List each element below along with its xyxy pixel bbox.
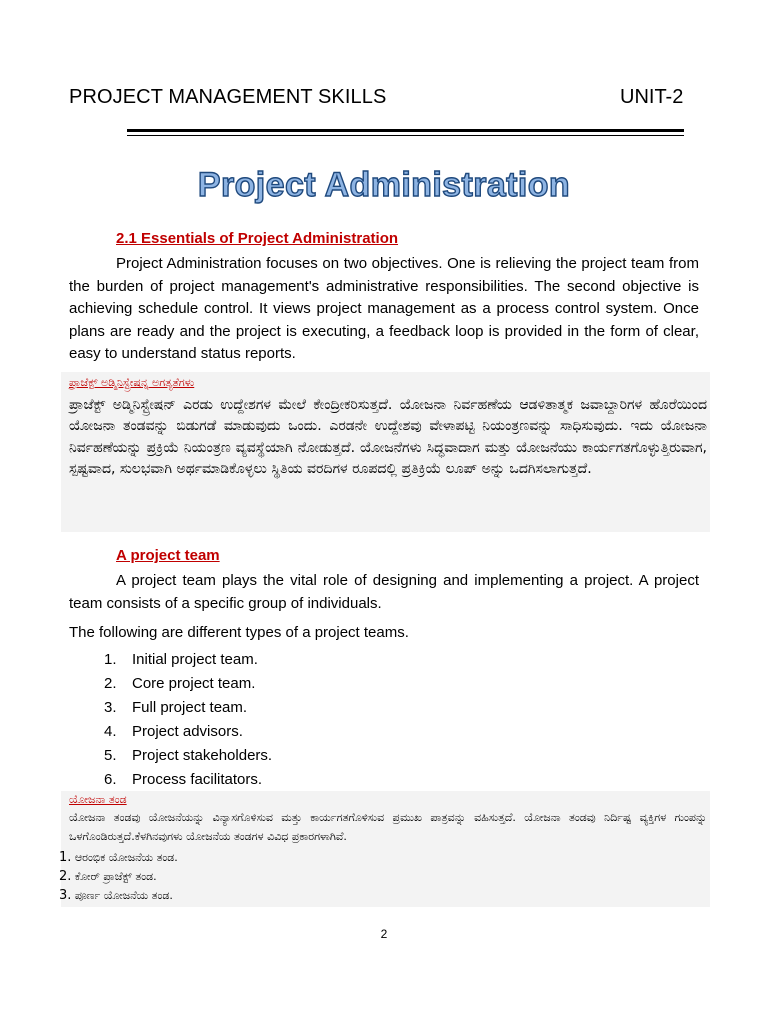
list-item: 2. Core project team. [104, 675, 256, 692]
list-item: 1. Initial project team. [104, 651, 258, 668]
kannada-team-types-list [59, 848, 178, 905]
list-item: 5. Project stakeholders. [104, 747, 273, 764]
kannada-paragraph-project-team: ಯೋಜನಾ ತಂಡವು ಯೋಜನೆಯನ್ನು ವಿನ್ಯಾಸಗೊಳಿಸುವ ಮತ್ತು ಕಾರ್ಯಗತಗೊಳಿಸುವ ಪ್ರಮುಖ ಪಾತ್ರವನ್ನು ವಹಿಸುತ್ತದೆ. ಯೋಜನಾ ತಂಡವು ನಿರ್ದಿಷ್ಟ ವ್ಯಕ್ತಿಗಳ ಗುಂಪನ್ನು ಒಳಗೊಂಡಿರುತ್ತದೆ.ಕೆಳಗಿನವುಗಳು ಯೋಜನೆಯ ತಂಡಗಳ ವಿವಿಧ ಪ್ರಕಾರಗಳಾಗಿವೆ. [69, 811, 707, 843]
header-course-title: PROJECT MANAGEMENT SKILLS [69, 86, 387, 108]
kannada-paragraph-essentials: ಪ್ರಾಜೆಕ್ಟ್ ಅಡ್ಮಿನಿಸ್ಟ್ರೇಷನ್ ಎರಡು ಉದ್ದೇಶಗಳ ಮೇಲೆ ಕೇಂದ್ರೀಕರಿಸುತ್ತದೆ. ಯೋಜನಾ ನಿರ್ವಹಣೆಯ ಆಡಳಿತಾತ್ಮಕ ಜವಾಬ್ದಾರಿಗಳ ಹೊರೆಯಿಂದ ಯೋಜನಾ ತಂಡವನ್ನು ಬಿಡುಗಡೆ ಮಾಡುವುದು ಒಂದು. ಎರಡನೇ ಉದ್ದೇಶವು ವೇಳಾಪಟ್ಟಿ ನಿಯಂತ್ರಣವನ್ನು ಸಾಧಿಸುವುದು. ಇದು ಯೋಜನಾ ನಿರ್ವಹಣೆಯನ್ನು ಪ್ರಕ್ರಿಯೆ ನಿಯಂತ್ರಣ ವ್ಯವಸ್ಥೆಯಾಗಿ ನೋಡುತ್ತದೆ. ಯೋಜನೆಗಳು ಸಿದ್ಧವಾದಾಗ ಮತ್ತು ಯೋಜನೆಯು ಕಾರ್ಯಗತಗೊಳ್ಳುತ್ತಿರುವಾಗ, ಸ್ಪಷ್ಟವಾದ, ಸುಲಭವಾಗಿ ಅರ್ಥಮಾಡಿಕೊಳ್ಳಲು ಸ್ಥಿತಿಯ ವರದಿಗಳ ರೂಪದಲ್ಲಿ ಪ್ರತಿಕ್ರಿಯೆ ಲೂಪ್ ಅನ್ನು ಒದಗಿಸಲಾಗುತ್ತದೆ. [69, 397, 707, 477]
list-item: 4. Project advisors. [104, 723, 243, 740]
list-item: 6. Process facilitators. [104, 771, 263, 788]
page-number: 2 [380, 927, 388, 941]
list-item: 3. ಪೂರ್ಣ ಯೋಜನೆಯ ತಂಡ. [59, 888, 173, 903]
list-item: 1. ಆರಂಭಿಕ ಯೋಜನೆಯ ತಂಡ. [59, 850, 178, 865]
page-title: Project Administration [197, 166, 571, 204]
kannada-heading-project-team: ಯೋಜನಾ ತಂಡ [69, 793, 127, 806]
team-types-intro: The following are different types of a project teams. [69, 624, 409, 641]
section-heading-essentials: 2.1 Essentials of Project Administration [116, 230, 399, 247]
kannada-heading-essentials: ಪ್ರಾಜೆಕ್ಟ್ ಅಡ್ಮಿನಿಸ್ಟ್ರೇಷನ್ನ ಅಗತ್ಯತೆಗಳು [69, 376, 195, 389]
kannada-translation-block-1 [61, 372, 710, 532]
section-heading-project-team: A project team [116, 547, 220, 564]
header-unit-label: UNIT-2 [620, 86, 684, 108]
header-divider-thick [127, 129, 684, 132]
list-item: 3. Full project team. [104, 699, 248, 716]
project-team-paragraph: A project team plays the vital role of designing and implementing a project. A project team consists of a specific group of individuals. [69, 572, 699, 612]
team-types-list [104, 648, 272, 792]
kannada-translation-block-2 [61, 791, 710, 907]
list-item: 2. ಕೋರ್ ಪ್ರಾಜೆಕ್ಟ್ ತಂಡ. [59, 869, 157, 884]
essentials-paragraph: Project Administration focuses on two objectives. One is relieving the project team from the burden of project management's administrative responsibilities. The second objective is achieving schedule control. It views project management as a process control system. Once plans are ready and the project is executing, a feedback loop is provided in the form of clear, easy to understand status reports. [69, 255, 699, 362]
header-divider-thin [127, 135, 684, 136]
